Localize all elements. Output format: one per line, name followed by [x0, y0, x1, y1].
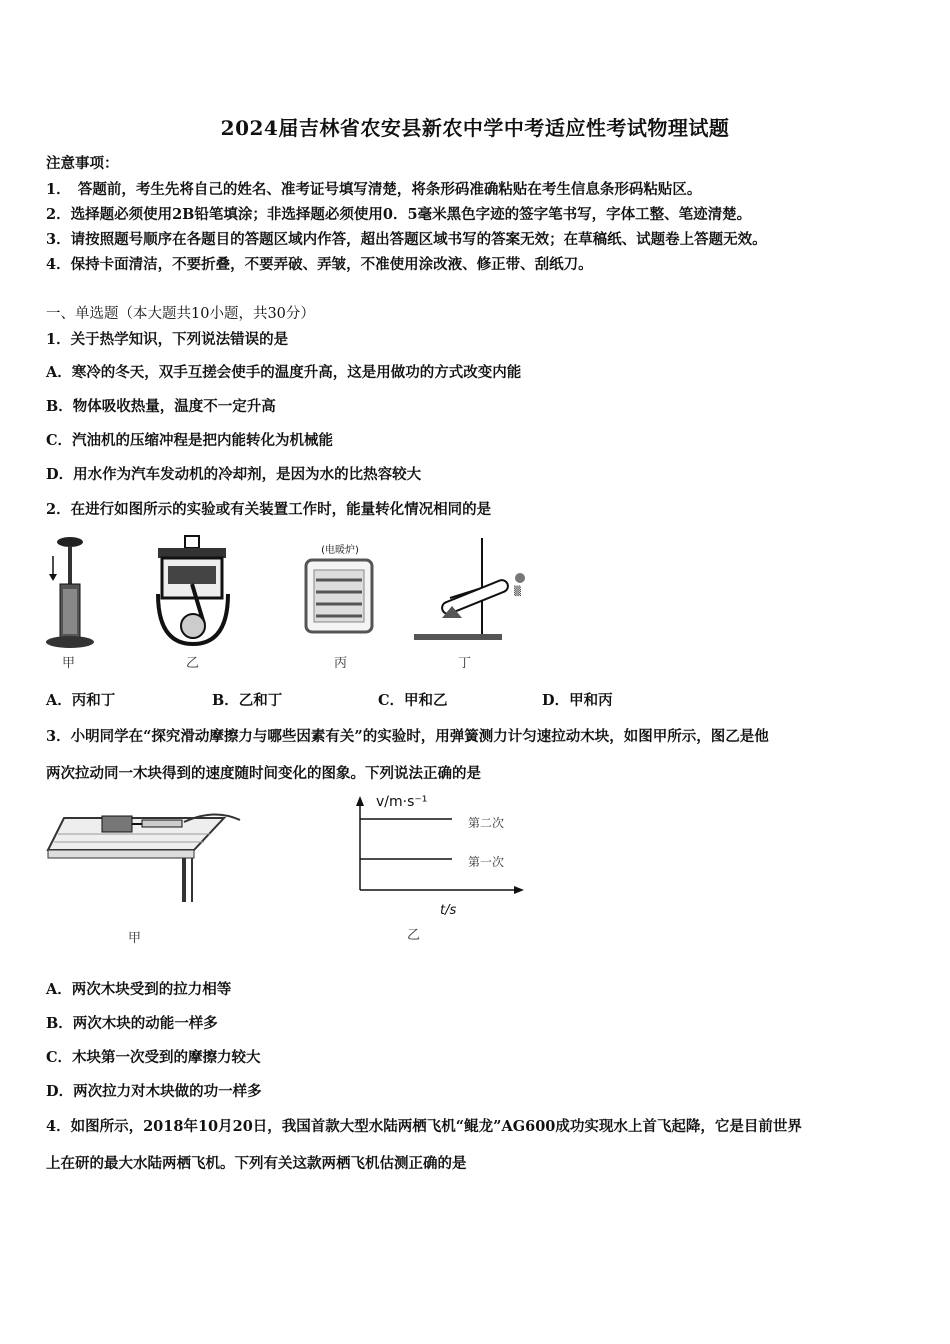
q2-label-jia: 甲 [62, 656, 76, 671]
question-4-stem-line1: 4．如图所示，2018年10月20日，我国首款大型水陆两栖飞机“鲲龙”AG600成功实现水上首飞起降，它是目前世界 [46, 1118, 802, 1135]
q1-option-b: B．物体吸收热量，温度不一定升高 [46, 398, 276, 415]
graph-ylabel: v/m·s⁻¹ [376, 794, 428, 810]
graph-xlabel: t/s [440, 903, 457, 918]
svg-text:▒: ▒ [514, 587, 521, 597]
series-label-second: 第二次 [468, 816, 505, 830]
notice-heading: 注意事项： [46, 155, 119, 172]
q3-label-yi: 乙 [407, 928, 421, 943]
q3-figure-spring-scale-table [44, 806, 254, 906]
notice-item: 3．请按照题号顺序在各题目的答题区域内作答，超出答题区域书写的答案无效；在草稿纸、试题卷上答题无效。 [46, 231, 767, 248]
q2-figure-test-tube [410, 536, 540, 646]
q1-option-d: D．用水作为汽车发动机的冷却剂，是因为水的比热容较大 [46, 466, 422, 483]
series-label-first: 第一次 [468, 855, 505, 869]
notice-item: 4．保持卡面清洁，不要折叠，不要弄破、弄皱，不准使用涂改液、修正带、刮纸刀。 [46, 256, 593, 273]
notice-item: 2．选择题必须使用2B铅笔填涂；非选择题必须使用0．5毫米黑色字迹的签字笔书写，字体工整、笔迹清楚。 [46, 206, 752, 223]
q3-label-jia: 甲 [128, 931, 142, 946]
notice-item: 1． 答题前，考生先将自己的姓名、准考证号填写清楚，将条形码准确粘贴在考生信息条形码粘贴区。 [46, 181, 702, 198]
q2-label-yi: 乙 [186, 656, 200, 671]
question-2-stem: 2．在进行如图所示的实验或有关装置工作时，能量转化情况相同的是 [46, 501, 492, 518]
q3-option-b: B．两次木块的动能一样多 [46, 1015, 218, 1032]
question-3-stem-line1: 3．小明同学在“探究滑动摩擦力与哪些因素有关”的实验时，用弹簧测力计匀速拉动木块，如图甲所示，图乙是他 [46, 728, 769, 745]
q2-figure-pump [40, 534, 100, 654]
question-3-stem-line2: 两次拉动同一木块得到的速度随时间变化的图象。下列说法正确的是 [46, 765, 481, 782]
q2-option-a: A．丙和丁 [46, 692, 116, 709]
q1-option-c: C．汽油机的压缩冲程是把内能转化为机械能 [46, 432, 334, 449]
q2-option-c: C．甲和乙 [378, 692, 448, 709]
q2-figure-heater [300, 540, 380, 640]
q3-figure-velocity-time-graph [346, 786, 546, 922]
q2-option-d: D．甲和丙 [542, 692, 613, 709]
question-1-stem: 1．关于热学知识，下列说法错误的是 [46, 331, 289, 348]
question-4-stem-line2: 上在研的最大水陆两栖飞机。下列有关这款两栖飞机估测正确的是 [46, 1155, 467, 1172]
q3-option-d: D．两次拉力对木块做的功一样多 [46, 1083, 262, 1100]
q2-option-b: B．乙和丁 [212, 692, 283, 709]
section-heading: 一、单选题（本大题共10小题，共30分） [46, 306, 315, 322]
heater-label: (电暖炉) [321, 545, 359, 556]
q2-label-bing: 丙 [334, 656, 348, 671]
q1-option-a: A．寒冷的冬天，双手互搓会使手的温度升高，这是用做功的方式改变内能 [46, 364, 522, 381]
page-title: 2024届吉林省农安县新农中学中考适应性考试物理试题 [220, 116, 730, 140]
q2-figure-engine [148, 534, 238, 650]
q3-option-a: A．两次木块受到的拉力相等 [46, 981, 232, 998]
q2-label-ding: 丁 [458, 656, 472, 671]
q3-option-c: C．木块第一次受到的摩擦力较大 [46, 1049, 261, 1066]
